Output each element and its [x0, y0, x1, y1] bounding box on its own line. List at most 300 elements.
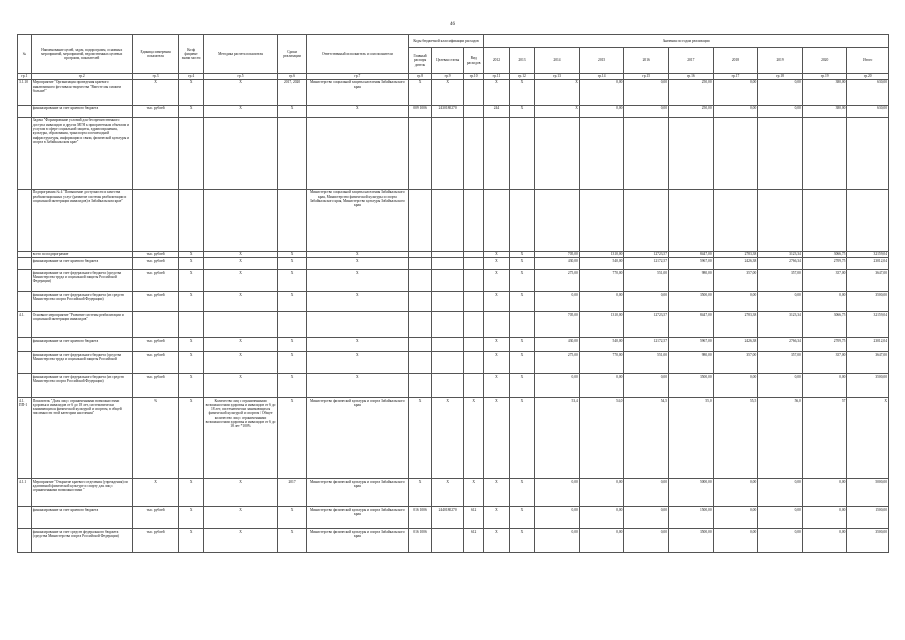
- table-cell: 980,00: [669, 352, 714, 374]
- table-cell: X: [509, 80, 534, 106]
- table-cell: X: [484, 479, 509, 507]
- table-cell: X: [509, 529, 534, 553]
- col-name: Наименование целей, задач, подпрограмм, основных мероприятий, мероприятий, ведомственных целевых программ, показателей: [31, 35, 132, 74]
- table-cell: 55,5: [713, 398, 758, 479]
- table-cell: 56,0: [758, 398, 803, 479]
- table-cell: X: [179, 374, 203, 398]
- table-cell: 0,00: [713, 106, 758, 118]
- table-cell: 3123,34: [758, 312, 803, 338]
- table-row: [18, 270, 889, 292]
- table-cell: [408, 352, 431, 374]
- table-cell: 357,00: [758, 270, 803, 292]
- table-cell: 55,0: [669, 398, 714, 479]
- year-col-4: 2016: [624, 48, 669, 74]
- table-cell: X: [203, 352, 277, 374]
- table-cell: [432, 190, 464, 252]
- table-cell: X: [278, 507, 307, 529]
- table-cell: [464, 118, 484, 190]
- table-cell: 0,00: [535, 292, 580, 312]
- table-row: [18, 118, 889, 190]
- table-cell: 12723,57: [624, 252, 669, 258]
- table-cell: Министерство физической культуры и спорта Забайкальского края: [306, 398, 408, 479]
- table-cell: 2426,38: [713, 338, 758, 352]
- table-cell: X: [535, 80, 580, 106]
- column-number: гр.14: [579, 74, 624, 80]
- table-cell: 430,00: [535, 338, 580, 352]
- table-cell: X: [203, 529, 277, 553]
- table-cell: 357,00: [758, 352, 803, 374]
- table-cell: [464, 258, 484, 270]
- table-cell: 3500,00: [669, 529, 714, 553]
- table-cell: X: [278, 270, 307, 292]
- table-cell: 2783,38: [713, 252, 758, 258]
- table-cell: X: [132, 479, 179, 507]
- table-cell: [132, 312, 179, 338]
- table-cell: [408, 118, 431, 190]
- column-number: гр.2: [31, 74, 132, 80]
- table-row: [18, 352, 889, 374]
- table-cell: X: [509, 479, 534, 507]
- table-cell: 2426,38: [713, 258, 758, 270]
- table-cell: Министерство физической культуры и спорта Забайкальского края: [306, 479, 408, 507]
- table-cell: [18, 118, 32, 190]
- table-cell: 430,00: [535, 258, 580, 270]
- column-number: гр.10: [464, 74, 484, 80]
- table-cell: X: [278, 252, 307, 258]
- table-cell: [278, 312, 307, 338]
- table-cell: 5967,00: [669, 338, 714, 352]
- table-cell: 0,00: [758, 374, 803, 398]
- table-cell: тыс. рублей: [132, 507, 179, 529]
- table-cell: финансирование за счет средств федерального бюджета (средства Министерства спорта Российской Федерации): [31, 529, 132, 553]
- table-cell: [132, 190, 179, 252]
- table-cell: 630,00: [847, 80, 889, 106]
- table-cell: X: [179, 507, 203, 529]
- table-cell: X: [203, 507, 277, 529]
- table-cell: X: [179, 252, 203, 258]
- year-col-0: 2012: [484, 48, 509, 74]
- table-cell: 1310,00: [579, 252, 624, 258]
- table-cell: [408, 338, 431, 352]
- table-cell: 380,00: [802, 80, 847, 106]
- table-cell: [18, 258, 32, 270]
- table-cell: 3123,34: [758, 252, 803, 258]
- year-col-5: 2017: [669, 48, 714, 74]
- table-cell: [669, 190, 714, 252]
- table-cell: X: [306, 352, 408, 374]
- table-cell: 3500,00: [669, 374, 714, 398]
- table-cell: всего по подпрограмме: [31, 252, 132, 258]
- table-cell: X: [509, 292, 534, 312]
- column-number: гр.1: [18, 74, 32, 80]
- table-cell: 0,00: [713, 507, 758, 529]
- table-cell: X: [509, 507, 534, 529]
- table-cell: [432, 312, 464, 338]
- table-cell: 12723,57: [624, 312, 669, 338]
- table-cell: X: [484, 338, 509, 352]
- column-number: гр.13: [535, 74, 580, 80]
- table-row: [18, 479, 889, 507]
- table-cell: [18, 374, 32, 398]
- table-cell: 0,00: [535, 479, 580, 507]
- table-cell: X: [408, 80, 431, 106]
- table-cell: 0,00: [802, 529, 847, 553]
- table-cell: 0,00: [579, 292, 624, 312]
- table-cell: [713, 118, 758, 190]
- table-cell: 2766,34: [758, 338, 803, 352]
- table-cell: X: [306, 270, 408, 292]
- table-cell: 3500,00: [669, 292, 714, 312]
- table-cell: X: [509, 352, 534, 374]
- table-cell: 57: [802, 398, 847, 479]
- col-method: Методика расчета показателя: [203, 35, 277, 74]
- table-cell: X: [179, 529, 203, 553]
- column-number: гр.12: [509, 74, 534, 80]
- table-cell: 3647,00: [847, 270, 889, 292]
- table-cell: X: [484, 374, 509, 398]
- table-cell: [624, 190, 669, 252]
- budget-col-0: Главный распоря дитель: [408, 48, 431, 74]
- table-cell: тыс. рублей: [132, 374, 179, 398]
- table-cell: [484, 118, 509, 190]
- table-cell: X: [306, 292, 408, 312]
- table-cell: 1310,00: [579, 312, 624, 338]
- table-cell: 3.1.10: [18, 80, 32, 106]
- table-cell: X: [179, 479, 203, 507]
- table-cell: 0,00: [802, 292, 847, 312]
- table-row: [18, 292, 889, 312]
- table-cell: [408, 258, 431, 270]
- table-cell: 4.1.1: [18, 479, 32, 507]
- table-cell: 0,00: [624, 507, 669, 529]
- table-cell: 8447,00: [669, 312, 714, 338]
- table-cell: 5967,00: [669, 258, 714, 270]
- table-cell: [18, 190, 32, 252]
- table-cell: [535, 118, 580, 190]
- table-cell: X: [509, 270, 534, 292]
- table-cell: X: [306, 106, 408, 118]
- table-cell: 4.1. ПП-1: [18, 398, 32, 479]
- table-cell: тыс. рублей: [132, 270, 179, 292]
- table-cell: финансирование за счет федерального бюджета (средства Министерства труда и социальной защиты Российской Федерации): [31, 270, 132, 292]
- table-cell: Количество лиц с ограниченными возможностями здоровья и инвалидов от 6 до 18 лет, систематически занимающихся физической культурой и спортом / Общее количество лиц с ограниченными возможностями здоровья и инвалидов от 6 до 18 лет *100%: [203, 398, 277, 479]
- table-cell: 3500,00: [847, 374, 889, 398]
- table-cell: [432, 270, 464, 292]
- table-cell: [432, 258, 464, 270]
- table-cell: X: [484, 258, 509, 270]
- table-cell: 0,00: [758, 80, 803, 106]
- table-cell: [713, 190, 758, 252]
- table-cell: X: [203, 292, 277, 312]
- table-row: [18, 312, 889, 338]
- table-cell: Министерство социальной защиты населения Забайкальского края, Министерство физической культуры и спорта Забайкальского края, Министерство культуры Забайкальского края: [306, 190, 408, 252]
- table-cell: [432, 118, 464, 190]
- table-cell: 3647,00: [847, 352, 889, 374]
- table-cell: 3066,75: [802, 252, 847, 258]
- table-cell: 0,00: [579, 106, 624, 118]
- table-cell: Подпрограмма № 4 "Повышение доступности и качества реабилитационных услуг (развитие системы реабилитации и социальной интеграции инвалидов) в Забайкальском крае": [31, 190, 132, 252]
- table-cell: 380,00: [802, 106, 847, 118]
- table-cell: 0,00: [758, 529, 803, 553]
- year-col-9: Итого: [847, 48, 889, 74]
- table-cell: [432, 529, 464, 553]
- table-cell: 8447,00: [669, 252, 714, 258]
- table-cell: 0,00: [802, 374, 847, 398]
- table-cell: X: [203, 80, 277, 106]
- table-cell: финансирование за счет краевого бюджета: [31, 106, 132, 118]
- table-cell: тыс. рублей: [132, 338, 179, 352]
- table-cell: 0,00: [802, 507, 847, 529]
- table-cell: X: [306, 374, 408, 398]
- table-cell: X: [179, 292, 203, 312]
- table-cell: 3500,00: [847, 529, 889, 553]
- table-row: [18, 338, 889, 352]
- table-cell: X: [278, 529, 307, 553]
- table-cell: 244: [484, 106, 509, 118]
- table-cell: X: [464, 398, 484, 479]
- table-cell: финансирование за счет краевого бюджета: [31, 507, 132, 529]
- table-cell: X: [179, 398, 203, 479]
- table-cell: X: [278, 374, 307, 398]
- table-cell: [847, 190, 889, 252]
- table-cell: X: [306, 252, 408, 258]
- table-cell: [203, 312, 277, 338]
- table-header: [18, 35, 889, 80]
- table-cell: Министерство физической культуры и спорта Забайкальского края: [306, 529, 408, 553]
- budget-col-2: Вид расходов: [464, 48, 484, 74]
- table-cell: 551,00: [624, 352, 669, 374]
- table-cell: 0,00: [535, 507, 580, 529]
- table-cell: [432, 338, 464, 352]
- table-cell: X: [306, 258, 408, 270]
- program-table: [17, 34, 889, 553]
- table-row: [18, 106, 889, 118]
- table-cell: 250,00: [669, 106, 714, 118]
- table-cell: X: [408, 479, 431, 507]
- table-cell: [432, 352, 464, 374]
- table-cell: 705,00: [535, 252, 580, 258]
- year-values-group: Значения по годам реализации: [484, 35, 889, 48]
- table-cell: X: [484, 270, 509, 292]
- table-cell: [278, 190, 307, 252]
- table-cell: X: [847, 398, 889, 479]
- table-cell: [179, 118, 203, 190]
- year-col-8: 2020: [802, 48, 847, 74]
- table-cell: [579, 190, 624, 252]
- table-cell: Министерство физической культуры и спорта Забайкальского края: [306, 507, 408, 529]
- table-cell: [509, 190, 534, 252]
- table-cell: [509, 118, 534, 190]
- column-number: гр.17: [713, 74, 758, 80]
- column-number: гр.9: [432, 74, 464, 80]
- table-cell: 2766,34: [758, 258, 803, 270]
- table-cell: 357,00: [713, 352, 758, 374]
- table-cell: 0,00: [758, 106, 803, 118]
- table-cell: [432, 374, 464, 398]
- table-cell: [408, 374, 431, 398]
- table-cell: [484, 190, 509, 252]
- year-col-3: 2015: [579, 48, 624, 74]
- table-cell: X: [509, 374, 534, 398]
- table-cell: X: [179, 338, 203, 352]
- table-cell: X: [509, 252, 534, 258]
- table-cell: [464, 80, 484, 106]
- table-cell: 540,00: [579, 258, 624, 270]
- table-cell: [669, 118, 714, 190]
- column-number: гр.6: [278, 74, 307, 80]
- table-cell: 980,00: [669, 270, 714, 292]
- table-cell: X: [432, 479, 464, 507]
- budget-col-1: Целевая статья: [432, 48, 464, 74]
- table-cell: [306, 118, 408, 190]
- table-cell: [408, 190, 431, 252]
- table-cell: [18, 338, 32, 352]
- table-cell: 12172,57: [624, 338, 669, 352]
- table-cell: X: [203, 338, 277, 352]
- table-row: [18, 507, 889, 529]
- table-row: [18, 80, 889, 106]
- table-cell: Министерство социальной защиты населения Забайкальского края: [306, 80, 408, 106]
- table-cell: Мероприятие "Открытие краевого отделения (учреждения) по адаптивной физической культуре и спорту для лиц с ограниченными возможностями ": [31, 479, 132, 507]
- table-cell: X: [509, 106, 534, 118]
- table-cell: 0,00: [624, 106, 669, 118]
- column-number: гр.5: [203, 74, 277, 80]
- table-cell: X: [408, 398, 431, 479]
- table-cell: 0,00: [624, 479, 669, 507]
- table-cell: 0,00: [713, 529, 758, 553]
- table-cell: X: [509, 258, 534, 270]
- table-cell: 0,00: [758, 507, 803, 529]
- col-unit: Единица измерения показателя: [132, 35, 179, 74]
- table-cell: X: [203, 106, 277, 118]
- table-cell: 2709,75: [802, 258, 847, 270]
- table-cell: X: [278, 352, 307, 374]
- column-number: гр.8: [408, 74, 431, 80]
- table-cell: 0,00: [624, 80, 669, 106]
- table-cell: [758, 190, 803, 252]
- table-cell: 54,0: [579, 398, 624, 479]
- table-cell: X: [278, 292, 307, 312]
- table-cell: 016 1006: [408, 507, 431, 529]
- table-cell: X: [464, 479, 484, 507]
- table-cell: 0,00: [713, 80, 758, 106]
- table-cell: 0,00: [579, 507, 624, 529]
- table-cell: тыс. рублей: [132, 258, 179, 270]
- table-cell: [408, 312, 431, 338]
- table-cell: финансирование за счет краевого бюджета: [31, 258, 132, 270]
- table-cell: 53,4: [535, 398, 580, 479]
- table-cell: [18, 352, 32, 374]
- table-cell: X: [306, 338, 408, 352]
- table-cell: 770,00: [579, 270, 624, 292]
- table-cell: [132, 118, 179, 190]
- table-cell: [179, 312, 203, 338]
- table-cell: 275,00: [535, 352, 580, 374]
- table-cell: [802, 118, 847, 190]
- table-cell: 32159,04: [847, 252, 889, 258]
- table-cell: тыс. рублей: [132, 252, 179, 258]
- table-cell: 705,00: [535, 312, 580, 338]
- table-cell: 1500,00: [847, 507, 889, 529]
- table-cell: X: [484, 507, 509, 529]
- table-cell: 32159,04: [847, 312, 889, 338]
- table-cell: финансирование за счет краевого бюджета: [31, 338, 132, 352]
- table-cell: 009 1006: [408, 106, 431, 118]
- column-number: гр.20: [847, 74, 889, 80]
- table-cell: X: [278, 258, 307, 270]
- col-period: Сроки реализации: [278, 35, 307, 74]
- table-cell: [484, 312, 509, 338]
- table-cell: [464, 338, 484, 352]
- table-cell: 540,00: [579, 338, 624, 352]
- table-cell: [464, 352, 484, 374]
- table-cell: [464, 270, 484, 292]
- table-cell: 612: [464, 507, 484, 529]
- table-cell: 1500,00: [669, 507, 714, 529]
- table-cell: 250,00: [669, 80, 714, 106]
- table-cell: X: [203, 479, 277, 507]
- table-cell: 0,00: [579, 374, 624, 398]
- table-cell: [18, 292, 32, 312]
- table-body: [18, 80, 889, 553]
- table-row: [18, 374, 889, 398]
- table-cell: [203, 190, 277, 252]
- table-cell: [535, 190, 580, 252]
- table-cell: 2430180270: [432, 106, 464, 118]
- table-cell: [18, 106, 32, 118]
- table-cell: 12172,57: [624, 258, 669, 270]
- column-number: гр.15: [624, 74, 669, 80]
- table-cell: 275,00: [535, 270, 580, 292]
- table-cell: 3500,00: [847, 292, 889, 312]
- table-cell: тыс. рублей: [132, 529, 179, 553]
- table-cell: X: [484, 292, 509, 312]
- table-cell: 0,00: [713, 479, 758, 507]
- table-cell: X: [535, 106, 580, 118]
- table-cell: X: [484, 352, 509, 374]
- table-cell: тыс. рублей: [132, 106, 179, 118]
- table-cell: X: [203, 258, 277, 270]
- table-cell: %: [132, 398, 179, 479]
- table-cell: [18, 507, 32, 529]
- table-row: [18, 529, 889, 553]
- table-cell: X: [179, 106, 203, 118]
- table-cell: 23012,04: [847, 258, 889, 270]
- year-col-1: 2013: [509, 48, 534, 74]
- table-cell: 2017: [278, 479, 307, 507]
- table-cell: Показатель "Доля лиц с ограниченными возможностями здоровья и инвалидов от 6 до 18 лет, систематически занимающихся физической культурой и спортом, в общей численности этой категории населения": [31, 398, 132, 479]
- table-cell: X: [179, 80, 203, 106]
- table-cell: [408, 270, 431, 292]
- table-cell: 4.1.: [18, 312, 32, 338]
- col-responsible: Ответственный исполнитель и соисполнители: [306, 35, 408, 74]
- table-cell: 551,00: [624, 270, 669, 292]
- table-cell: 0,00: [624, 529, 669, 553]
- table-cell: тыс. рублей: [132, 292, 179, 312]
- column-number: гр.3: [132, 74, 179, 80]
- table-cell: 0,00: [579, 479, 624, 507]
- table-cell: [306, 312, 408, 338]
- table-cell: 0,00: [713, 292, 758, 312]
- table-cell: Задача "Формирование условий для беспрепятственного доступа инвалидов и других МГН к приоритетным объектам и услугам в сфере социальной защиты, здравоохранения, культуры, образования, транспорта и пешеходной инфраструктуры, информации и связи, физической культуры и спорта в Забайкальском крае": [31, 118, 132, 190]
- col-coef: Коэф фициент значи мости: [179, 35, 203, 74]
- table-cell: финансирование за счет федерального бюджета (средства Министерства труда и социальной защиты Российской: [31, 352, 132, 374]
- table-cell: 0,00: [535, 374, 580, 398]
- table-cell: X: [278, 106, 307, 118]
- table-cell: 770,00: [579, 352, 624, 374]
- table-cell: X: [179, 270, 203, 292]
- table-cell: [179, 190, 203, 252]
